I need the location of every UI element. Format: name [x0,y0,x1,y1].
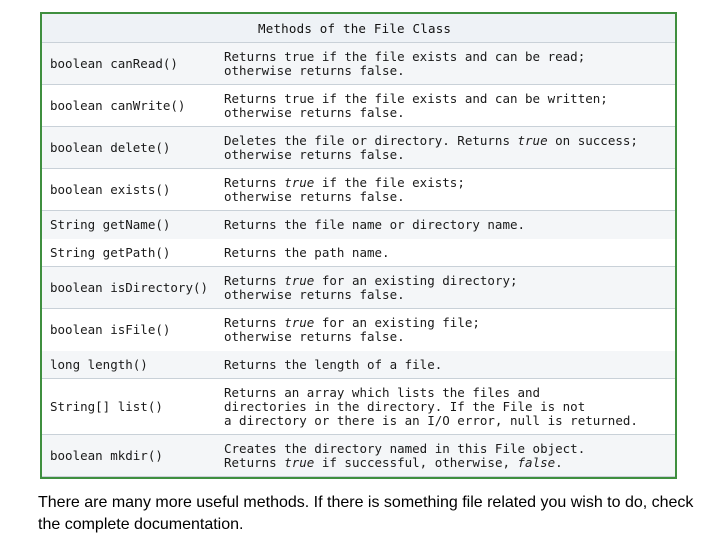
method-signature: long length() [50,357,148,372]
table-row [42,435,675,477]
method-signature: String getPath() [50,245,171,260]
method-description [224,176,675,204]
method-description [224,442,675,470]
description-line: Deletes the file or directory. Returns true on success; [224,132,638,148]
method-signature: boolean exists() [50,182,171,197]
method-description [224,134,675,162]
method-signature: boolean isFile() [50,322,171,337]
table-body [42,43,675,477]
description-line: Returns an array which lists the files and [224,384,541,400]
method-description [224,50,675,78]
table-row [42,127,675,169]
description-line: otherwise returns false. [224,286,405,302]
method-description [224,316,675,344]
table-row [42,85,675,127]
method-description [224,218,675,232]
description-line: Returns true if the file exists and can be read; [224,48,586,64]
method-description [224,358,675,372]
description-line: Returns true for an existing directory; [224,272,518,288]
description-line: Returns the file name or directory name. [224,216,526,232]
description-line: Returns the path name. [224,244,390,260]
method-signature: boolean isDirectory() [50,280,209,295]
table-row [42,169,675,211]
methods-table [40,12,677,479]
method-description [224,386,675,428]
description-line: Returns true if the file exists; [224,174,465,190]
description-line: otherwise returns false. [224,104,405,120]
method-signature: String[] list() [50,399,163,414]
description-line: otherwise returns false. [224,62,405,78]
description-line: directories in the directory. If the File is not [224,398,586,414]
method-signature: boolean canWrite() [50,98,186,113]
table-row [42,211,675,239]
table-row [42,267,675,309]
description-line: otherwise returns false. [224,328,405,344]
method-description [224,274,675,302]
caption-text: There are many more useful methods. If there is something file related you wish to do, check the complete documentation. [38,494,694,533]
table-row [42,379,675,435]
table-row [42,309,675,351]
description-line: Returns true if the file exists and can be written; [224,90,608,106]
description-line: otherwise returns false. [224,188,405,204]
description-line: Returns true if successful, otherwise, false. [224,454,563,470]
description-line: a directory or there is an I/O error, null is returned. [224,412,638,428]
table-row [42,239,675,267]
table-title-row [42,14,675,43]
table-row [42,43,675,85]
method-signature: boolean delete() [50,140,171,155]
table-title: Methods of the File Class [258,20,452,36]
method-signature: String getName() [50,217,171,232]
description-line: Creates the directory named in this File object. [224,440,586,456]
method-description [224,246,675,260]
method-signature: boolean canRead() [50,56,178,71]
description-line: Returns true for an existing file; [224,314,480,330]
method-description [224,92,675,120]
table-row [42,351,675,379]
description-line: otherwise returns false. [224,146,405,162]
method-signature: boolean mkdir() [50,448,163,463]
description-line: Returns the length of a file. [224,356,443,372]
